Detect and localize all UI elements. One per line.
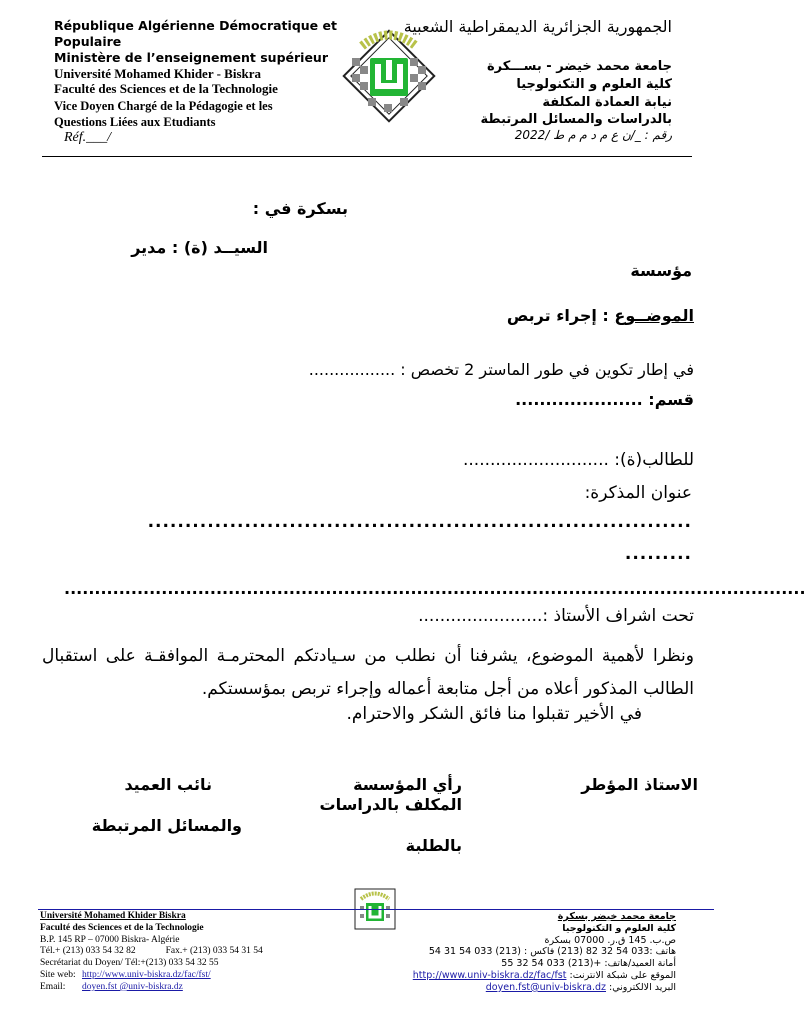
- footer-fr-university: Université Mohamed Khider Biskra: [40, 911, 186, 921]
- footer-ar-university: جامعة محمد خيضر بسكرة: [557, 911, 676, 922]
- header-ar-faculty: كلية العلوم و التكنولوجيا: [516, 77, 672, 92]
- footer-fr-phone-row: [40, 946, 263, 958]
- footer-ar-address: ص.ب. 145 ق.ر. 07000 بسكرة: [544, 934, 676, 946]
- footer-ar-secretariat: أمانة العميد/هاتف: +(213) 033 54 32 55: [501, 958, 676, 970]
- footer-fr-site-link[interactable]: http://www.univ-biskra.dz/fac/fst/: [82, 969, 211, 980]
- header-ar-republic: الجمهورية الجزائرية الديمقراطية الشعبية: [403, 17, 672, 36]
- footer-ar-email-row: [346, 982, 676, 994]
- subject-line: [507, 306, 694, 325]
- place-date-line: بسكرة في :: [252, 199, 348, 218]
- footer-fr-email-row: [40, 982, 263, 994]
- header-divider: [42, 156, 692, 157]
- footer-ar-block: [346, 911, 676, 994]
- signature-vice-dean-line3: والمسائل المرتبطة: [91, 816, 242, 835]
- thesis-title-dots-2: .........: [624, 544, 692, 564]
- footer-ar-email-label: البريد الالكتروني:: [609, 981, 676, 993]
- header-fr-university: Université Mohamed Khider - Biskra: [54, 66, 262, 81]
- footer-ar-faculty: كلية العلوم و التكنولوجيا: [562, 922, 676, 934]
- signature-supervisor: الاستاذ المؤطر: [581, 775, 698, 794]
- header-ar-office-line2: بالدراسات والمسائل المرتبطة: [480, 112, 672, 127]
- signature-vice-dean: نائب العميد: [124, 775, 212, 794]
- footer-ar-site-label: الموقع على شبكة الانترنت:: [569, 969, 676, 981]
- footer-ar-phone: هاتف :033 54 32 82 (213) فاكس : (213) 033 54 31 54: [428, 946, 676, 958]
- footer-ar-site-row: [346, 970, 676, 982]
- subject-value: : إجراء تربص: [506, 306, 615, 325]
- footer-fr-faculty: Faculté des Sciences et de la Technologie: [40, 922, 204, 933]
- header-ar-university: جامعة محمد خيضر - بســـكرة: [487, 59, 672, 74]
- thesis-title-dots-3: ..........................................................................................................................: [64, 579, 806, 598]
- signature-vice-dean-line4: بالطلبة: [405, 836, 462, 855]
- thesis-title-dots-1: .........................................................................: [147, 512, 692, 532]
- header-fr-vice-dean: Vice Doyen Chargé de la Pédagogie et les Questions Liées aux Etudiants: [54, 99, 273, 129]
- recipient-line: السيــد (ة) : مدير: [131, 238, 268, 257]
- program-line: في إطار تكوين في طور الماستر 2 تخصص : .................: [308, 360, 694, 379]
- signature-vice-dean-line2: المكلف بالدراسات: [319, 795, 462, 814]
- header-fr-faculty: Faculté des Sciences et de la Technologie: [54, 81, 278, 96]
- reference-number: Réf.___/: [64, 130, 112, 145]
- header-fr-ministry: Ministère de l’enseignement supérieur: [54, 50, 328, 65]
- student-line: للطالب(ة): ...........................: [462, 450, 694, 470]
- supervisor-line: تحت اشراف الأستاذ :.......................: [418, 606, 694, 626]
- header-ar-office: نيابة العمادة المكلفة: [542, 95, 672, 110]
- header-ar-reference: رقم : _/ن ع م د م م ط /2022: [514, 128, 672, 142]
- request-paragraph: ونظرا لأهمية الموضوع، يشرفنا أن نطلب من سـيادتكم المحترمـة الموافقـة على استقبال الطالب المذكور أعلاه من أجل متابعة أعماله وإجراء تربص بمؤسستكم.: [42, 646, 694, 699]
- institution-line: مؤسسة: [630, 261, 692, 280]
- footer-fr-address: B.P. 145 RP – 07000 Biskra- Algérie: [40, 934, 180, 945]
- subject-label: الموضــوع: [614, 306, 694, 325]
- footer-ar-email-link[interactable]: doyen.fst@univ-biskra.dz: [485, 981, 607, 993]
- department-line: قسم: .....................: [515, 390, 694, 409]
- footer-fr-site-label: Site web:: [40, 969, 76, 980]
- signature-institution-opinion: رأي المؤسسة: [353, 775, 462, 794]
- closing-line: في الأخير تقبلوا منا فائق الشكر والاحترام.: [346, 704, 642, 724]
- footer-ar-site-link[interactable]: http://www.univ-biskra.dz/fac/fst: [412, 969, 567, 981]
- footer-fr-site-row: [40, 970, 263, 982]
- footer-fr-block: [40, 911, 263, 994]
- footer-fr-secretariat: Secrétariat du Doyen/ Tél:+(213) 033 54 32 55: [40, 958, 219, 969]
- footer-fr-fax: Fax.+ (213) 033 54 31 54: [165, 946, 263, 957]
- thesis-title-label: عنوان المذكرة:: [584, 483, 692, 503]
- footer-fr-tel: Tél.+ (213) 033 54 32 82: [40, 946, 136, 957]
- footer-fr-email-label: Email:: [40, 981, 66, 992]
- footer-fr-email-link[interactable]: doyen.fst @univ-biskra.dz: [82, 981, 183, 992]
- footer-divider: [38, 909, 714, 910]
- header-fr-republic: République Algérienne Démocratique et Populaire: [54, 18, 337, 49]
